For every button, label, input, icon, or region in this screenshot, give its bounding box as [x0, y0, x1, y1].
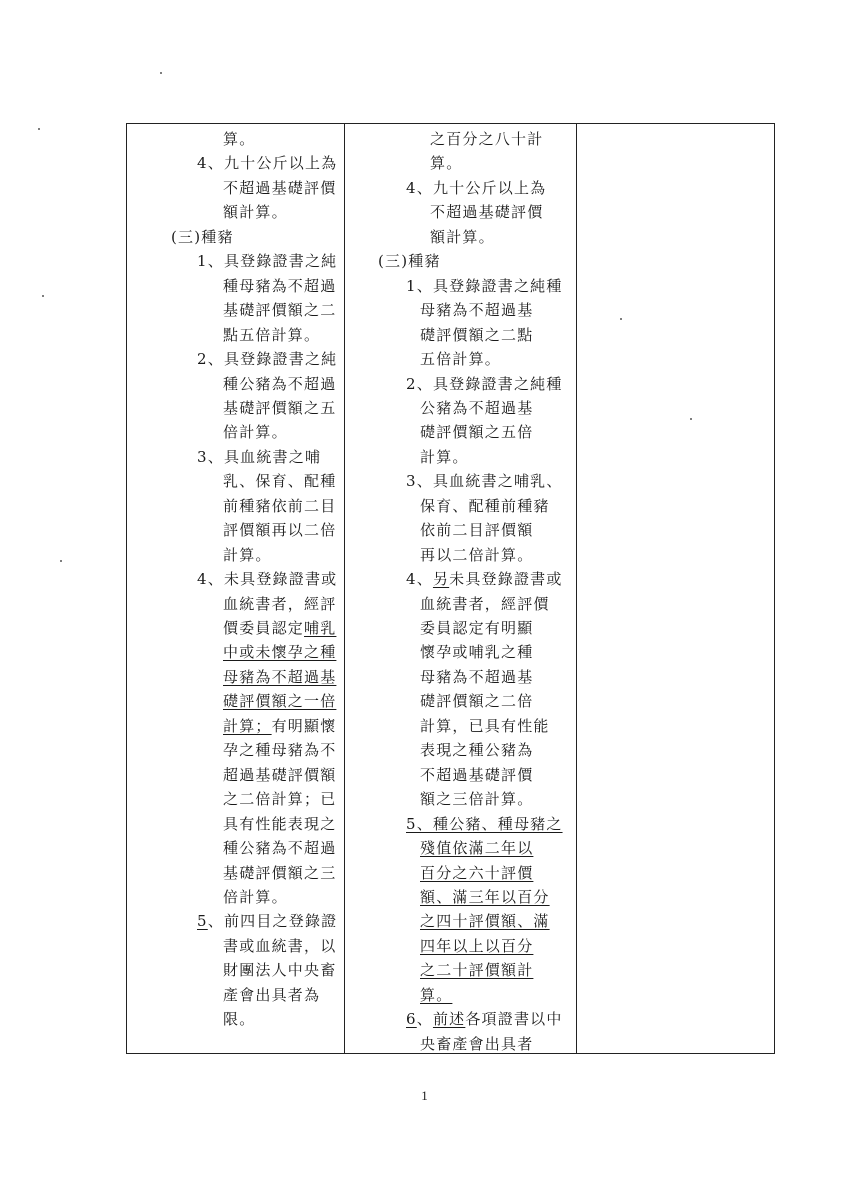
line-text: 表現之種公豬為 [420, 741, 534, 760]
text-line [223, 130, 255, 148]
scan-speck [42, 295, 44, 297]
line-text: 基礎評價額之五 [223, 398, 337, 417]
line-text: 4、未具登錄證書或 [197, 570, 338, 589]
text-line [223, 375, 336, 393]
text-line [406, 375, 563, 393]
text-line [420, 961, 533, 979]
line-text: 再以二倍計算。 [420, 545, 534, 564]
text-line [223, 399, 336, 417]
text-line [223, 815, 336, 833]
text-line [223, 472, 336, 490]
text-line [223, 619, 336, 637]
text-line [406, 1010, 563, 1028]
underlined-text: 額、滿三年以百分 [420, 887, 550, 906]
line-text: 算。 [223, 130, 256, 148]
text-line [420, 350, 501, 368]
text-line [223, 595, 336, 613]
page-number: 1 [421, 1088, 428, 1103]
text-line [420, 448, 469, 466]
line-text: 委員認定有明顯 [420, 619, 534, 637]
text-line [223, 986, 320, 1004]
text-line [223, 546, 272, 564]
line-text: 五倍計算。 [420, 350, 502, 369]
line-text: 未具登錄證書或 [449, 570, 563, 589]
text-line [430, 154, 462, 172]
text-line [197, 252, 337, 270]
line-text: 評價額再以二倍 [223, 521, 337, 540]
underlined-text: 之四十評價額、滿 [420, 912, 550, 931]
line-text: 之百分之八十計 [430, 130, 544, 148]
line-text: 4、九十公斤以上為 [197, 154, 338, 173]
text-line [223, 1010, 255, 1028]
line-text: 不超過基礎評價 [430, 203, 544, 222]
underlined-text: 6 [406, 1010, 417, 1029]
text-line [197, 154, 337, 172]
line-text: 、前四目之登錄證 [207, 912, 338, 931]
text-line [197, 912, 337, 930]
line-text: 3、具血統書之哺 [197, 447, 322, 466]
line-text: (三)種豬 [378, 252, 441, 271]
text-line [223, 179, 336, 197]
text-line [420, 937, 533, 955]
line-text: 產會出具者為 [223, 985, 321, 1004]
line-text: 不超過基礎評價 [223, 178, 337, 197]
line-text: 1、具登錄證書之純 [197, 252, 338, 271]
text-line [223, 643, 336, 661]
text-line [420, 668, 533, 686]
line-text: 算。 [430, 154, 463, 173]
line-text: 種母豬為不超過 [223, 276, 337, 295]
text-line [420, 399, 533, 417]
line-text: 1、具登錄證書之純種 [406, 276, 563, 295]
text-line [223, 741, 336, 759]
underlined-text: 5 [197, 912, 208, 931]
text-line [420, 301, 533, 319]
line-text: 財團法人中央畜 [223, 961, 337, 980]
scan-speck [690, 418, 692, 420]
line-text: 基礎評價額之二 [223, 301, 337, 320]
line-text: 各項證書以中 [465, 1010, 563, 1029]
line-text: 具有性能表現之 [223, 814, 337, 833]
line-text: 母豬為不超過基 [420, 301, 534, 320]
line-text: 礎評價額之二倍 [420, 692, 534, 711]
text-line [420, 986, 452, 1004]
line-text: 礎評價額之五倍 [420, 423, 534, 442]
line-text: 種公豬為不超過 [223, 839, 337, 858]
line-text: 點五倍計算。 [223, 325, 321, 344]
text-line [223, 277, 336, 295]
line-text: 額計算。 [430, 227, 495, 246]
text-line [420, 521, 533, 539]
text-line [223, 766, 336, 784]
text-line [223, 692, 336, 710]
underlined-text: 礎評價額之一倍 [223, 692, 337, 711]
line-text: 血統書者，經評價 [420, 594, 550, 613]
underlined-text: 殘值依滿二年以 [420, 839, 534, 858]
comparison-table [126, 123, 775, 1054]
line-text: 計算。 [223, 545, 272, 564]
line-text: 書或血統書，以 [223, 936, 337, 955]
text-line [420, 912, 550, 930]
text-line [420, 619, 533, 637]
line-text: 保育、配種前種豬 [420, 496, 550, 515]
text-line [197, 570, 337, 588]
text-line [223, 203, 288, 221]
text-line [171, 228, 234, 246]
text-line [420, 595, 550, 613]
line-text: 懷孕或哺乳之種 [420, 643, 534, 662]
underlined-text: 哺乳 [304, 619, 337, 637]
underlined-text: 前述 [432, 1010, 466, 1029]
text-line [378, 252, 441, 270]
text-line [420, 643, 533, 661]
text-line [223, 668, 336, 686]
line-text: 母豬為不超過基 [420, 667, 534, 686]
text-line [223, 423, 288, 441]
line-text: 血統書者，經評 [223, 594, 337, 613]
line-text: 超過基礎評價額 [223, 765, 337, 784]
text-line [223, 864, 336, 882]
line-text: 礎評價額之二點 [420, 325, 534, 344]
underlined-text: 之二十評價額計 [420, 961, 534, 980]
text-line [406, 472, 563, 490]
text-line [420, 839, 533, 857]
text-line [223, 937, 336, 955]
line-text: 計算，已具有性能 [420, 716, 550, 735]
column-divider-right [576, 124, 577, 1053]
line-text: 2、具登錄證書之純 [197, 350, 338, 369]
line-text: 計算。 [420, 447, 469, 466]
line-text: 孕之種母豬為不 [223, 741, 337, 760]
text-line [420, 888, 550, 906]
line-text: 前種豬依前二目 [223, 496, 337, 515]
text-line [223, 790, 336, 808]
line-text: 之二倍計算；已 [223, 790, 337, 809]
line-text: 基礎評價額之三 [223, 863, 337, 882]
text-line [430, 228, 495, 246]
line-text: 公豬為不超過基 [420, 398, 534, 417]
scan-speck [60, 560, 62, 562]
line-text: 央畜產會出具者 [420, 1034, 534, 1053]
line-text: 3、具血統書之哺乳、 [406, 472, 563, 491]
underlined-text: 計算； [223, 716, 272, 735]
scan-speck [160, 72, 162, 74]
underlined-text: 母豬為不超過基 [223, 667, 337, 686]
text-line [420, 864, 533, 882]
scan-speck [38, 128, 40, 130]
text-line [406, 570, 563, 588]
text-line [420, 766, 533, 784]
line-text: 2、具登錄證書之純種 [406, 374, 563, 393]
line-text: 限。 [223, 1010, 256, 1029]
text-line [223, 301, 336, 319]
line-text: 4、九十公斤以上為 [406, 178, 547, 197]
underlined-text: 四年以上以百分 [420, 936, 534, 955]
underlined-text: 百分之六十評價 [420, 863, 534, 882]
line-text: 額之三倍計算。 [420, 790, 534, 809]
text-line [430, 203, 543, 221]
line-text: 價委員認定 [223, 619, 305, 637]
text-line [420, 497, 550, 515]
line-text: 、 [416, 1010, 433, 1029]
text-line [197, 448, 321, 466]
text-line [420, 423, 533, 441]
underlined-text: 5、種公豬、種母豬之 [406, 814, 563, 833]
line-text: 依前二目評價額 [420, 521, 534, 540]
text-line [420, 1035, 533, 1053]
text-line [223, 717, 336, 735]
underlined-text: 中或未懷孕之種 [223, 643, 337, 662]
column-divider-left [344, 124, 345, 1053]
text-line [420, 326, 533, 344]
line-text: 額計算。 [223, 203, 288, 222]
line-text: 4、 [406, 570, 433, 589]
text-line [223, 839, 336, 857]
text-line [223, 521, 336, 539]
underlined-text: 算。 [420, 985, 453, 1004]
text-line [406, 815, 563, 833]
text-line [420, 692, 533, 710]
text-line [430, 130, 543, 148]
text-line [420, 717, 550, 735]
line-text: 乳、保育、配種 [223, 472, 337, 491]
underlined-text: 另 [432, 570, 450, 589]
line-text: 種公豬為不超過 [223, 374, 337, 393]
text-line [406, 179, 546, 197]
text-line [223, 326, 320, 344]
text-line [420, 546, 533, 564]
line-text: 倍計算。 [223, 423, 288, 442]
text-line [223, 888, 288, 906]
text-line [420, 790, 533, 808]
line-text: 倍計算。 [223, 887, 288, 906]
text-line [420, 741, 533, 759]
text-line [406, 277, 563, 295]
scan-speck [620, 318, 622, 320]
text-line [223, 497, 336, 515]
line-text: 有明顯懷 [271, 716, 337, 735]
text-line [223, 961, 336, 979]
line-text: 不超過基礎評價 [420, 765, 534, 784]
text-line [197, 350, 337, 368]
line-text: (三)種豬 [171, 227, 234, 246]
